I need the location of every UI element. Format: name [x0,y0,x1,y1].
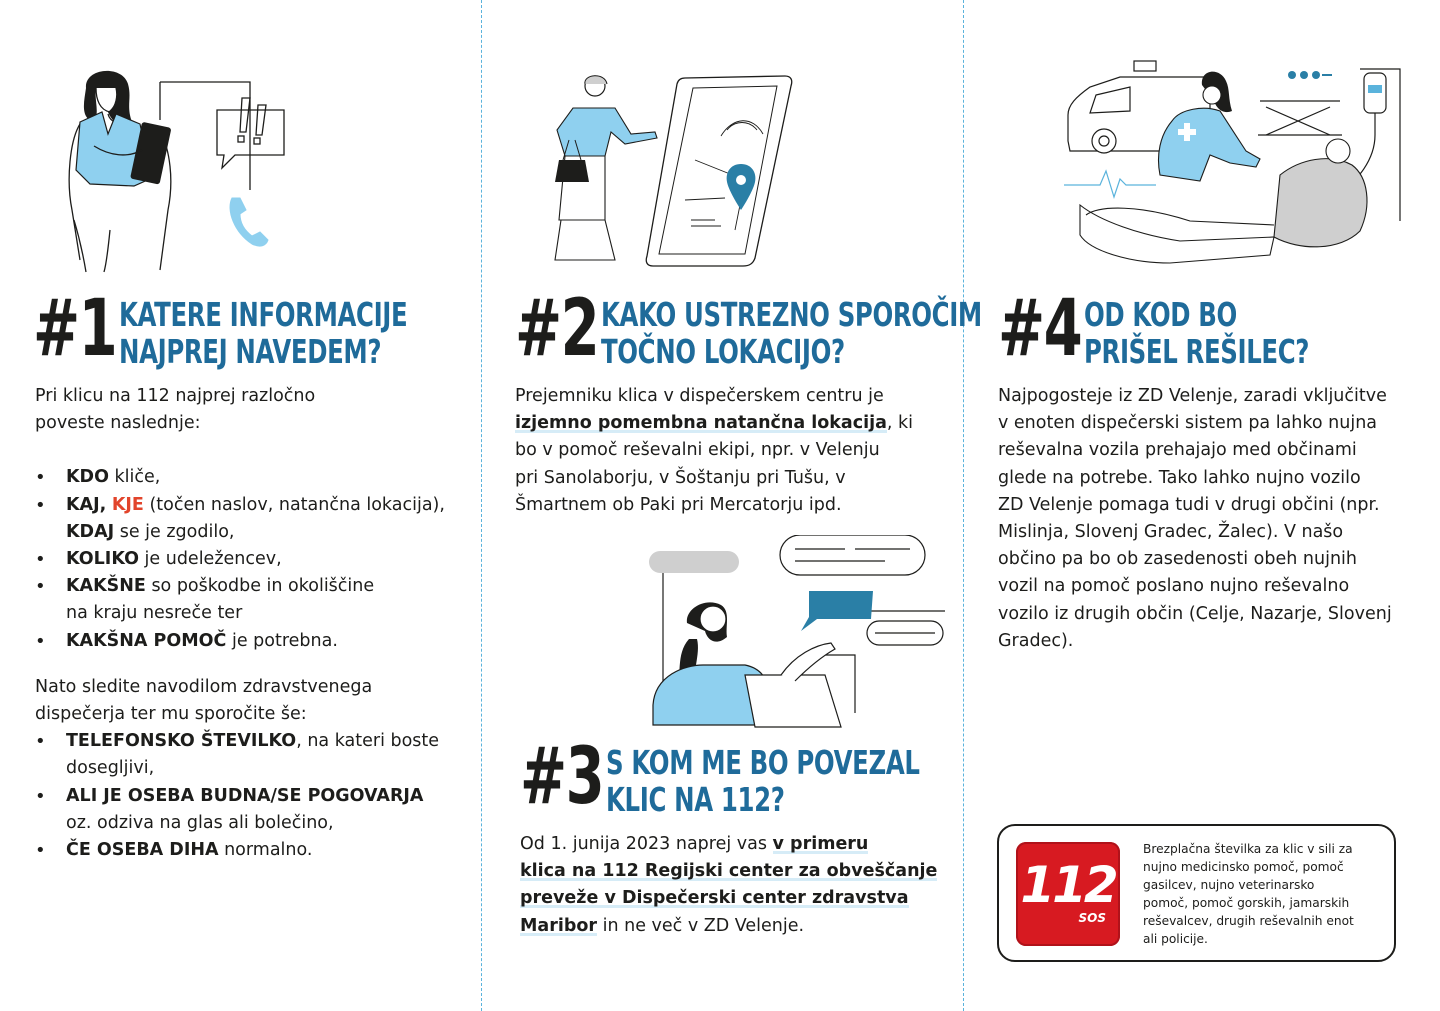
section-3-body: Od 1. junija 2023 naprej vas v primeru klica na 112 Regijski center za obveščanje preveže v Dispečerski center zdravstva Maribor in ne več v ZD Velenje. [520,834,938,936]
key-info-list [35,464,465,654]
section-1-body: Pri klicu na 112 najprej razločno poveste naslednje: • KDO kliče, • KAJ, KJE (točen naslov, natančna lokacija), KDAJ se je zgodilo, • KOLIKO je udeležencev, • KAKŠNE so poškodbe in okoliščine na kraju nesreče ter • KAKŠNA POMOČ je potrebna. Nato sledite navodilom zdravstvenega dispečerja ter mu sporočite še: • TELEFONSKO ŠTEVILKO, na kateri boste dosegljivi, • ALI JE OSEBA BUDNA/SE POGOVARJA oz. odziva na glas ali bolečino, • ČE OSEBA DIHA normalno. [35,383,465,864]
list-item: • KOLIKO je udeležencev, [35,546,465,573]
location-map-illustration [545,70,795,270]
column-divider-right [963,0,964,1011]
column-divider-left [481,0,482,1011]
section-2-number: #2 [515,284,599,374]
list-item: • KAKŠNE so poškodbe in okoliščine na kraju nesreče ter [35,573,465,627]
ambulance-rescue-illustration [1060,55,1405,270]
section-1-number: #1 [33,284,117,374]
section-1-heading [33,284,509,374]
section-2-body: Prejemniku klica v dispečerskem centru je izjemno pomembna natančna lokacija, ki bo v pomoč reševalni ekipi, npr. v Velenju pri Sanolaborju, v Šoštanju pri Tušu, v Šmartnem ob Paki pri Mercatorju ipd. [515,386,914,515]
dispatcher-illustration [645,535,945,735]
list-item: • TELEFONSKO ŠTEVILKO, na kateri boste dosegljivi, [35,728,465,782]
section-3-number: #3 [520,732,604,822]
section-4-number: #4 [998,284,1082,374]
list-item: • ČE OSEBA DIHA normalno. [35,837,465,864]
section-4-heading [998,284,1388,374]
list-item: • KAJ, KJE (točen naslov, natančna lokacija), KDAJ se je zgodilo, [35,492,465,546]
section-2-title: KAKO USTREZNO SPOROČIM TOČNO LOKACIJO? [601,295,982,371]
section-1-title: KATERE INFORMACIJE NAJPREJ NAVEDEM? [119,295,408,371]
additional-info-list [35,728,465,864]
list-item: • ALI JE OSEBA BUDNA/SE POGOVARJA oz. odziva na glas ali bolečino, [35,783,465,837]
caller-woman-illustration [50,60,310,275]
list-item: • KAKŠNA POMOČ je potrebna. [35,628,465,655]
section-4-title: OD KOD BO PRIŠEL REŠILEC? [1084,295,1310,371]
info-box-text: Brezplačna številka za klic v sili za nujno medicinsko pomoč, pomoč gasilcev, nujno veterinarsko pomoč, pomoč gorskih, jamarskih reševalcev, drugih reševalnih enot ali policije. [1143,842,1354,946]
section-3-heading [520,732,1030,822]
section-4-body: Najpogosteje iz ZD Velenje, zaradi vključitve v enoten dispečerski sistem pa lahko nujna reševalna vozila prehajajo med občinami glede na potrebe. Tako lahko nujno vozilo ZD Velenje pomaga tudi v drugi občini (npr. Mislinja, Slovenj Gradec, Žalec). V našo občino pa bo ob zasedenosti obeh nujnih vozil na pomoč poslano nujno reševalno vozilo iz drugih občin (Celje, Nazarje, Slovenj Gradec). [998,386,1392,651]
section-3-title: S KOM ME BO POVEZAL KLIC NA 112? [606,743,920,819]
emergency-number-info-box [997,824,1396,962]
list-item: • KDO kliče, [35,464,465,491]
112-sos-logo: 112 SOS [1016,842,1120,946]
